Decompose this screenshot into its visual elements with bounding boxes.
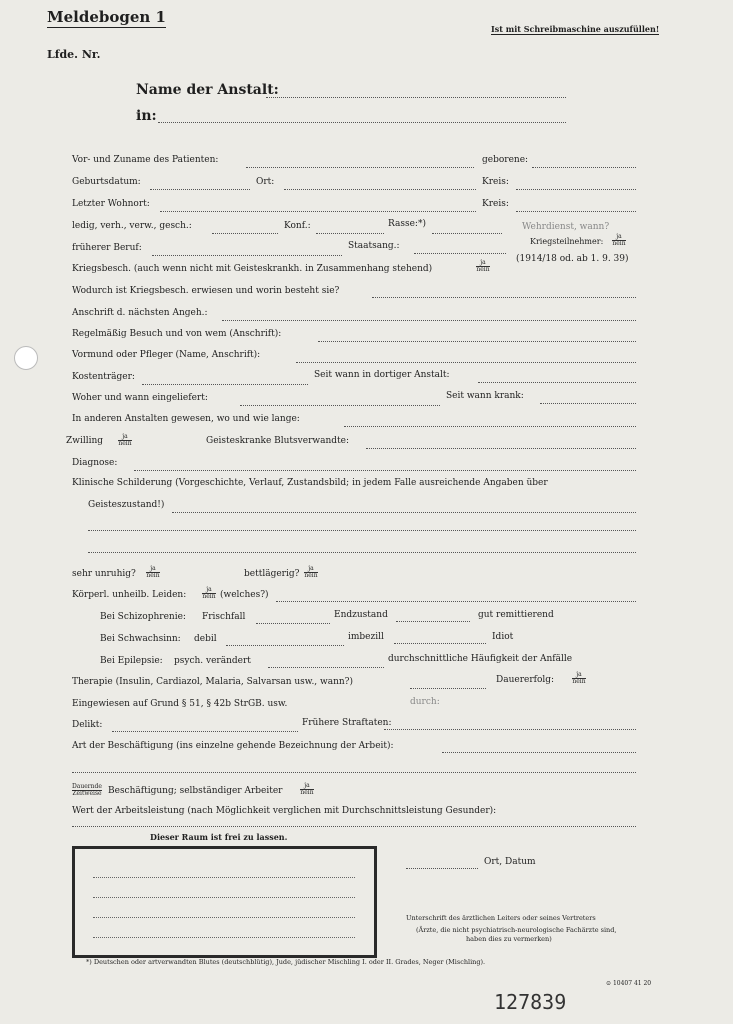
besuch-label: Regelmäßig Besuch und von wem (Anschrift): <box>72 329 282 339</box>
dauererfolg-label: Dauererfolg: <box>496 675 555 685</box>
staatsang-line[interactable] <box>414 253 506 254</box>
klinische-label-2: Geisteszustand!) <box>88 500 165 510</box>
form-title: Meldebogen 1 <box>47 8 166 26</box>
endzustand-option[interactable]: Endzustand <box>334 610 388 620</box>
konf-line[interactable] <box>316 233 384 234</box>
punch-hole <box>14 346 38 370</box>
beschaeftigung-label: Art der Beschäftigung (ins einzelne gehende Bezeichnung der Arbeit): <box>72 741 394 751</box>
klinische-line-3[interactable] <box>88 552 636 553</box>
zwilling-ja-nein[interactable]: ja nein <box>118 433 132 447</box>
geburtsdatum-label: Geburtsdatum: <box>72 177 141 187</box>
aerzte-note-1: (Ärzte, die nicht psychiatrisch-neurologische Fachärzte sind, <box>416 926 617 934</box>
wehrdienst-label: Wehrdienst, wann? <box>522 222 610 232</box>
koerperl-label: Körperl. unheilb. Leiden: <box>72 590 187 600</box>
remittierend-option[interactable]: gut remittierend <box>478 610 554 620</box>
wodurch-label: Wodurch ist Kriegsbesch. erwiesen und worin besteht sie? <box>72 286 340 296</box>
unterschrift-label: Unterschrift des ärztlichen Leiters oder seines Vertreters <box>406 914 596 922</box>
dauererfolg-ja-nein[interactable]: ja nein <box>572 671 586 685</box>
wodurch-line[interactable] <box>372 297 636 298</box>
vormund-line[interactable] <box>296 362 636 363</box>
kreis1-line[interactable] <box>516 189 636 190</box>
wert-line[interactable] <box>72 826 636 827</box>
kriegsbesch-ja-nein[interactable]: ja nein <box>476 259 490 273</box>
debil-line[interactable] <box>226 645 344 646</box>
imbezill-option[interactable]: imbezill <box>348 632 384 642</box>
psych-veraendert-line[interactable] <box>268 667 384 668</box>
seit-wann-krank-label: Seit wann krank: <box>446 391 524 401</box>
rasse-line[interactable] <box>432 233 502 234</box>
verwandte-line[interactable] <box>366 448 636 449</box>
arbeiter-ja-nein[interactable]: ja nein <box>300 782 314 796</box>
letzter-wohnort-line[interactable] <box>160 211 476 212</box>
name-anstalt-label: Name der Anstalt: <box>136 82 279 98</box>
beschaeftigung2-label: Beschäftigung; selbständiger Arbeiter <box>108 786 283 796</box>
geburtsdatum-line[interactable] <box>150 189 250 190</box>
koerperl-line[interactable] <box>276 601 636 602</box>
frueherer-beruf-line[interactable] <box>152 255 342 256</box>
kriegsbesch-label: Kriegsbesch. (auch wenn nicht mit Geisteskrankh. in Zusammenhang stehend) <box>72 264 433 274</box>
klinische-line-1[interactable] <box>172 512 636 513</box>
frueherer-beruf-label: früherer Beruf: <box>72 243 142 253</box>
raum-frei-label: Dieser Raum ist frei zu lassen. <box>150 832 288 842</box>
ledig-line[interactable] <box>212 233 278 234</box>
frischfall-line[interactable] <box>256 623 330 624</box>
ort-datum-label: Ort, Datum <box>484 857 536 867</box>
welches-label: (welches?) <box>220 590 269 600</box>
dauernde-option[interactable]: Dauernde <box>72 783 102 790</box>
staatsang-label: Staatsang.: <box>348 241 400 251</box>
name-anstalt-line[interactable] <box>266 97 566 98</box>
vor-zuname-line[interactable] <box>246 167 474 168</box>
diagnose-label: Diagnose: <box>72 458 118 468</box>
kostentraeger-line[interactable] <box>142 384 308 385</box>
koerperl-ja-nein[interactable]: ja nein <box>202 586 216 600</box>
seit-wann-anstalt-line[interactable] <box>478 382 636 383</box>
wert-label: Wert der Arbeitsleistung (nach Möglichkeit verglichen mit Durchschnittsleistung Gesunder): <box>72 806 497 816</box>
klinische-line-2[interactable] <box>88 530 636 531</box>
haeufigkeit-label: durchschnittliche Häufigkeit der Anfälle <box>388 654 573 664</box>
andere-anstalten-line[interactable] <box>344 426 636 427</box>
diagnose-line[interactable] <box>134 470 636 471</box>
in-line[interactable] <box>158 122 566 123</box>
kreis1-label: Kreis: <box>482 177 509 187</box>
frischfall-option[interactable]: Frischfall <box>202 612 246 622</box>
eingewiesen-label: Eingewiesen auf Grund § 51, § 42b StrGB. usw. <box>72 699 288 709</box>
anschrift-line[interactable] <box>222 320 636 321</box>
unruhig-label: sehr unruhig? <box>72 569 136 579</box>
ort-label: Ort: <box>256 177 275 187</box>
print-mark-icon: ⊙ <box>606 980 612 987</box>
idiot-option[interactable]: Idiot <box>492 632 514 642</box>
anschrift-label: Anschrift d. nächsten Angeh.: <box>72 308 208 318</box>
geborene-label: geborene: <box>482 155 529 165</box>
woher-line[interactable] <box>240 405 440 406</box>
epilepsie-label: Bei Epilepsie: <box>100 656 163 666</box>
klinische-label-1: Klinische Schilderung (Vorgeschichte, Verlauf, Zustandsbild; in jedem Falle ausreichende Angaben über <box>72 478 548 488</box>
kreis2-label: Kreis: <box>482 199 509 209</box>
beschaeftigung-line-1[interactable] <box>442 752 636 753</box>
zwilling-label: Zwilling <box>66 436 104 446</box>
print-code: ⊙ 10407 41 20 <box>606 980 652 987</box>
vor-zuname-label: Vor- und Zuname des Patienten: <box>72 155 219 165</box>
delikt-label: Delikt: <box>72 720 103 730</box>
in-label: in: <box>136 108 157 124</box>
reserved-box <box>72 846 377 958</box>
woher-label: Woher und wann eingeliefert: <box>72 393 208 403</box>
seit-wann-krank-line[interactable] <box>540 403 636 404</box>
endzustand-line[interactable] <box>396 621 470 622</box>
debil-option[interactable]: debil <box>194 634 217 644</box>
weltkrieg-label: (1914/18 od. ab 1. 9. 39) <box>516 254 629 264</box>
therapie-line[interactable] <box>410 688 486 689</box>
archive-number: 127839 <box>494 990 567 1014</box>
unruhig-ja-nein[interactable]: ja nein <box>146 565 160 579</box>
instruction-note: Ist mit Schreibmaschine auszufüllen! <box>491 24 660 34</box>
aerzte-note-2: haben dies zu vermerken) <box>466 935 552 943</box>
zeitweise-option[interactable]: Zeitweise <box>72 790 102 797</box>
kriegsteilnehmer-ja-nein[interactable]: ja nein <box>612 233 626 247</box>
rasse-label: Rasse:*) <box>388 219 426 229</box>
straftaten-label: Frühere Straftaten: <box>302 718 392 728</box>
straftaten-line[interactable] <box>384 729 636 730</box>
imbezill-line[interactable] <box>394 643 486 644</box>
ort-line[interactable] <box>284 189 476 190</box>
verwandte-label: Geisteskranke Blutsverwandte: <box>206 436 349 446</box>
kriegsteilnehmer-label: Kriegsteilnehmer: <box>530 237 604 246</box>
schwachsinn-label: Bei Schwachsinn: <box>100 634 181 644</box>
bettlaegerig-ja-nein[interactable]: ja nein <box>304 565 318 579</box>
seit-wann-anstalt-label: Seit wann in dortiger Anstalt: <box>314 370 450 380</box>
besuch-line[interactable] <box>318 341 636 342</box>
letzter-wohnort-label: Letzter Wohnort: <box>72 199 150 209</box>
kostentraeger-label: Kostenträger: <box>72 372 135 382</box>
schizo-label: Bei Schizophrenie: <box>100 612 186 622</box>
ledig-label: ledig, verh., verw., gesch.: <box>72 221 192 231</box>
ort-datum-line[interactable] <box>406 868 478 869</box>
dauernde-zeitweise[interactable] <box>72 784 102 797</box>
beschaeftigung-line-2[interactable] <box>72 772 636 773</box>
footnote: *) Deutschen oder artverwandten Blutes (deutschblütig), Jude, jüdischer Mischling I. oder II. Grades, Neger (Mischling). <box>86 958 486 966</box>
bettlaegerig-label: bettlägerig? <box>244 569 300 579</box>
kreis2-line[interactable] <box>516 211 636 212</box>
psych-veraendert-option[interactable]: psych. verändert <box>174 656 251 666</box>
delikt-line[interactable] <box>112 731 298 732</box>
konf-label: Konf.: <box>284 221 311 231</box>
lfd-nr-label: Lfde. Nr. <box>47 48 101 61</box>
therapie-label: Therapie (Insulin, Cardiazol, Malaria, Salvarsan usw., wann?) <box>72 677 354 687</box>
vormund-label: Vormund oder Pfleger (Name, Anschrift): <box>72 350 261 360</box>
durch-label: durch: <box>410 697 440 707</box>
geborene-line[interactable] <box>532 167 636 168</box>
andere-anstalten-label: In anderen Anstalten gewesen, wo und wie lange: <box>72 414 300 424</box>
